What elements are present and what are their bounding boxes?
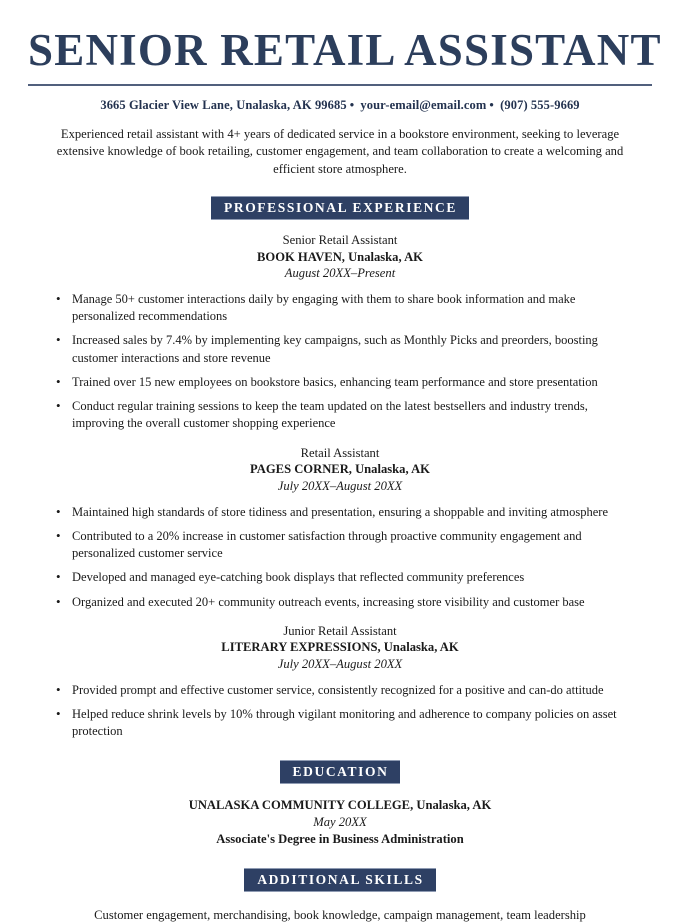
job-dates: August 20XX–Present xyxy=(284,266,396,281)
contact-phone: (907) 555-9669 xyxy=(500,97,580,112)
section-experience-header xyxy=(28,196,652,220)
education-school: UNALASKA COMMUNITY COLLEGE, Unalaska, AK xyxy=(188,798,492,813)
list-item: • Provided prompt and effective customer service, consistently recognized for a positive and can-do attitude xyxy=(28,682,652,699)
job-organization: LITERARY EXPRESSIONS, Unalaska, AK xyxy=(221,640,459,655)
professional-summary: Experienced retail assistant with 4+ years of dedicated service in a bookstore environment, seeking to leverage extensive knowledge of book retailing, customer engagement, and team collaboration to create a welcoming and efficient store atmosphere. xyxy=(56,126,624,177)
contact-separator-1: • xyxy=(349,97,355,112)
list-item: • Manage 50+ customer interactions daily by engaging with them to share book information and make personalized recommendations xyxy=(28,291,652,326)
list-item: • Helped reduce shrink levels by 10% through vigilant monitoring and adherence to company policies on asset protection xyxy=(28,706,652,741)
section-heading-education: EDUCATION xyxy=(280,760,401,784)
list-item: • Contributed to a 20% increase in customer satisfaction through proactive community engagement and personalized customer service xyxy=(28,528,652,563)
section-education-header xyxy=(28,760,652,784)
job-organization: PAGES CORNER, Unalaska, AK xyxy=(250,462,430,477)
list-item: • Organized and executed 20+ community outreach events, increasing store visibility and customer base xyxy=(28,594,652,611)
job-title: Senior Retail Assistant xyxy=(282,233,398,248)
contact-line xyxy=(28,98,652,113)
resume-header xyxy=(28,0,662,113)
list-item: • Developed and managed eye-catching book displays that reflected community preferences xyxy=(28,569,652,586)
skills-list: Customer engagement, merchandising, book knowledge, campaign management, team leadership xyxy=(94,907,586,922)
list-item: • Increased sales by 7.4% by implementing key campaigns, such as Monthly Picks and preorders, boosting customer interactions and store revenue xyxy=(28,332,652,367)
job-title: Junior Retail Assistant xyxy=(283,623,397,638)
education-entry xyxy=(28,797,652,848)
experience-entry-1 xyxy=(28,232,652,282)
job-dates: July 20XX–August 20XX xyxy=(277,657,403,672)
list-item: • Conduct regular training sessions to keep the team updated on the latest bestsellers and industry trends, improving the overall customer shopping experience xyxy=(28,398,652,433)
education-degree: Associate's Degree in Business Administration xyxy=(216,832,464,847)
experience-bullets-1 xyxy=(28,291,652,433)
header-divider xyxy=(28,84,652,86)
experience-bullets-2 xyxy=(28,504,652,611)
job-title: Retail Assistant xyxy=(300,445,380,460)
contact-separator-2: • xyxy=(489,97,494,112)
job-dates: July 20XX–August 20XX xyxy=(277,478,403,493)
experience-bullets-3 xyxy=(28,682,652,741)
section-heading-skills: ADDITIONAL SKILLS xyxy=(244,868,435,892)
candidate-name: SENIOR RETAIL ASSISTANT xyxy=(28,25,662,75)
contact-email[interactable]: your-email@email.com xyxy=(360,97,487,112)
experience-entry-3 xyxy=(28,623,652,673)
experience-entry-2 xyxy=(28,445,652,495)
education-date: May 20XX xyxy=(313,815,367,830)
contact-address: 3665 Glacier View Lane, Unalaska, AK 99685 xyxy=(100,97,347,112)
section-heading-experience: PROFESSIONAL EXPERIENCE xyxy=(211,196,469,220)
job-organization: BOOK HAVEN, Unalaska, AK xyxy=(257,249,423,264)
list-item: • Trained over 15 new employees on bookstore basics, enhancing team performance and store presentation xyxy=(28,374,652,391)
list-item: • Maintained high standards of store tidiness and presentation, ensuring a shoppable and inviting atmosphere xyxy=(28,504,652,521)
